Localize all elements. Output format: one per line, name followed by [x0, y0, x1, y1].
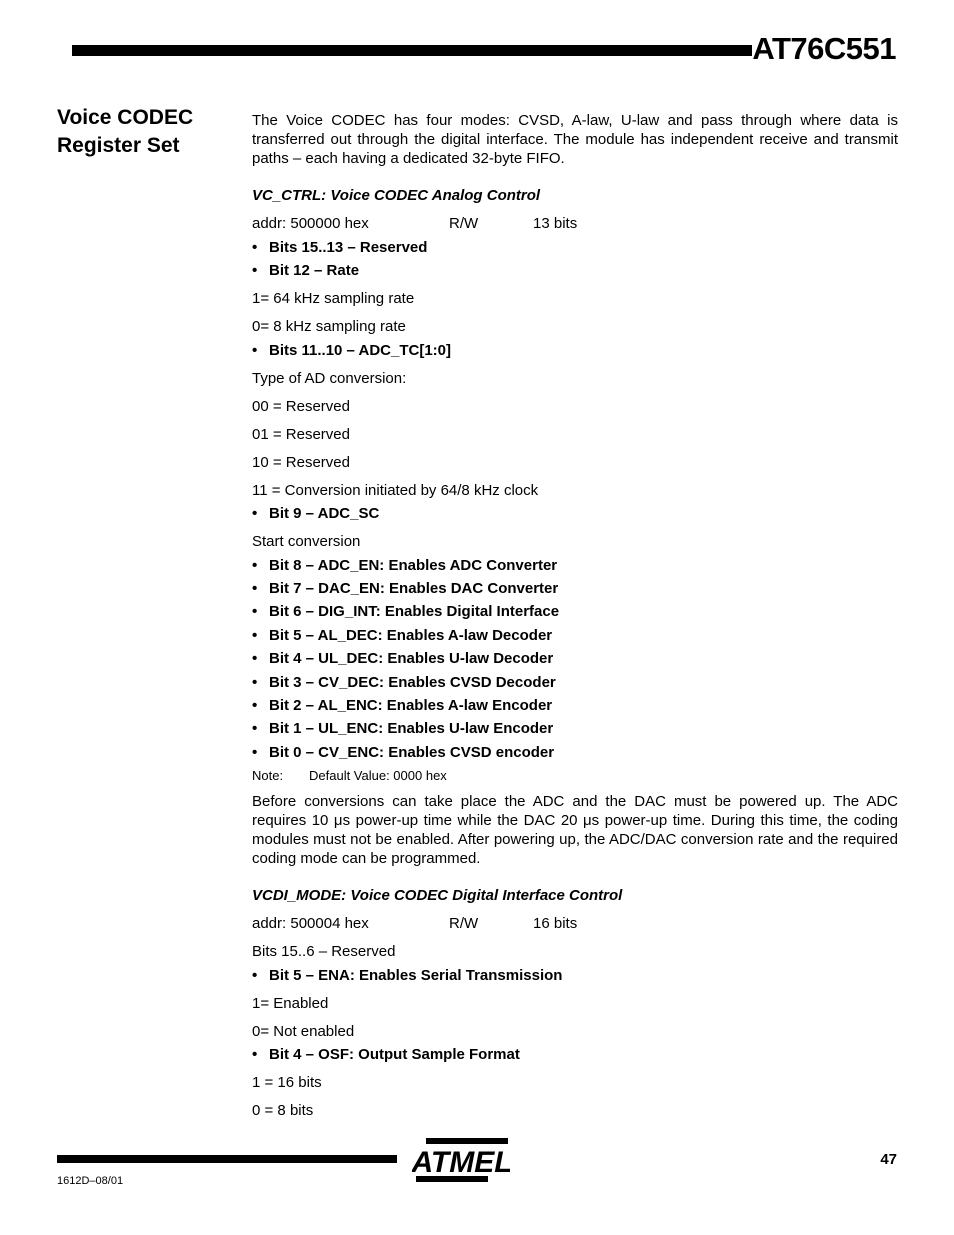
document-title: AT76C551	[752, 31, 896, 66]
bullet-bit-0: • Bit 0 – CV_ENC: Enables CVSD encoder	[252, 744, 555, 761]
header-rule	[72, 45, 752, 56]
vcdi-mode-heading: VCDI_MODE: Voice CODEC Digital Interface Control	[252, 887, 623, 904]
vc-ctrl-heading: VC_CTRL: Voice CODEC Analog Control	[252, 187, 541, 204]
start-conversion-text: Start conversion	[252, 533, 361, 550]
bullet-bit-8: • Bit 8 – ADC_EN: Enables ADC Converter	[252, 557, 558, 574]
ad-10-text: 10 = Reserved	[252, 454, 350, 471]
power-up-paragraph: Before conversions can take place the ADC and the DAC must be powered up. The ADC requires 10 μs power-up time while the DAC 20 μs power-up time. During this time, the coding modules must not be enabled. After powering up, the ADC/DAC conversion rate and the required coding mode can be programmed.	[252, 793, 898, 867]
page-number: 47	[880, 1151, 897, 1168]
osf-0-text: 0 = 8 bits	[252, 1102, 314, 1119]
bullet-bit-7: • Bit 7 – DAC_EN: Enables DAC Converter	[252, 580, 559, 597]
bullet-icon: •	[252, 557, 258, 574]
ad-11-text: 11 = Conversion initiated by 64/8 kHz clock	[252, 482, 539, 499]
rate-1-text: 1= 64 kHz sampling rate	[252, 290, 415, 307]
bullet-bits-11-10: • Bits 11..10 – ADC_TC[1:0]	[252, 342, 452, 359]
svg-text:ATMEL: ATMEL	[412, 1146, 510, 1179]
bullet-icon: •	[252, 744, 258, 761]
bullet-icon: •	[252, 1046, 258, 1063]
bullet-bit-2: • Bit 2 – AL_ENC: Enables A-law Encoder	[252, 697, 553, 714]
ad-type-text: Type of AD conversion:	[252, 370, 407, 387]
ad-01-text: 01 = Reserved	[252, 426, 350, 443]
bullet-osf: • Bit 4 – OSF: Output Sample Format	[252, 1046, 520, 1063]
section-title-line-2: Register Set	[57, 134, 180, 157]
note	[252, 767, 447, 784]
note-label: Note:	[252, 768, 284, 783]
atmel-logo-icon	[412, 1135, 510, 1185]
vc-ctrl-size: 13 bits	[533, 215, 578, 232]
bullet-bit-3: • Bit 3 – CV_DEC: Enables CVSD Decoder	[252, 674, 556, 691]
bullet-icon: •	[252, 627, 258, 644]
bullet-bit-5: • Bit 5 – AL_DEC: Enables A-law Decoder	[252, 627, 553, 644]
bullet-bit-1: • Bit 1 – UL_ENC: Enables U-law Encoder	[252, 720, 554, 737]
document-code: 1612D–08/01	[57, 1175, 124, 1187]
vcdi-mode-size: 16 bits	[533, 915, 578, 932]
vc-ctrl-address-row	[252, 214, 652, 233]
bullet-bit-6: • Bit 6 – DIG_INT: Enables Digital Interface	[252, 603, 560, 620]
bullet-bits-15-13: • Bits 15..13 – Reserved	[252, 239, 428, 256]
bullet-icon: •	[252, 239, 258, 256]
vcdi-mode-address: addr: 500004 hex	[252, 915, 369, 932]
vc-ctrl-access: R/W	[449, 215, 479, 232]
bullet-icon: •	[252, 720, 258, 737]
bullet-bit-9: • Bit 9 – ADC_SC	[252, 505, 380, 522]
bullet-icon: •	[252, 967, 258, 984]
vcdi-mode-access: R/W	[449, 915, 479, 932]
rate-0-text: 0= 8 kHz sampling rate	[252, 318, 406, 335]
ena-0-text: 0= Not enabled	[252, 1023, 355, 1040]
bullet-icon: •	[252, 650, 258, 667]
vcdi-mode-address-row	[252, 914, 652, 933]
bullet-icon: •	[252, 342, 258, 359]
note-value: Default Value: 0000 hex	[309, 768, 447, 783]
bullet-icon: •	[252, 505, 258, 522]
bullet-icon: •	[252, 580, 258, 597]
bullet-bit-4: • Bit 4 – UL_DEC: Enables U-law Decoder	[252, 650, 554, 667]
bullet-icon: •	[252, 262, 258, 279]
bullet-icon: •	[252, 603, 258, 620]
section-title-line-1: Voice CODEC	[57, 106, 194, 129]
intro-paragraph: The Voice CODEC has four modes: CVSD, A-law, U-law and pass through where data is transferred out through the digital interface. The module has independent receive and transmit paths – each having a dedicated 32-byte FIFO.	[252, 112, 898, 167]
bullet-icon: •	[252, 674, 258, 691]
bullet-bit-12: • Bit 12 – Rate	[252, 262, 360, 279]
ad-00-text: 00 = Reserved	[252, 398, 350, 415]
footer-rule	[57, 1155, 397, 1163]
bullet-ena: • Bit 5 – ENA: Enables Serial Transmission	[252, 967, 563, 984]
section-title	[57, 104, 193, 160]
osf-1-text: 1 = 16 bits	[252, 1074, 322, 1091]
bits-15-6-text: Bits 15..6 – Reserved	[252, 943, 396, 960]
ena-1-text: 1= Enabled	[252, 995, 329, 1012]
bullet-icon: •	[252, 697, 258, 714]
vc-ctrl-address: addr: 500000 hex	[252, 215, 369, 232]
